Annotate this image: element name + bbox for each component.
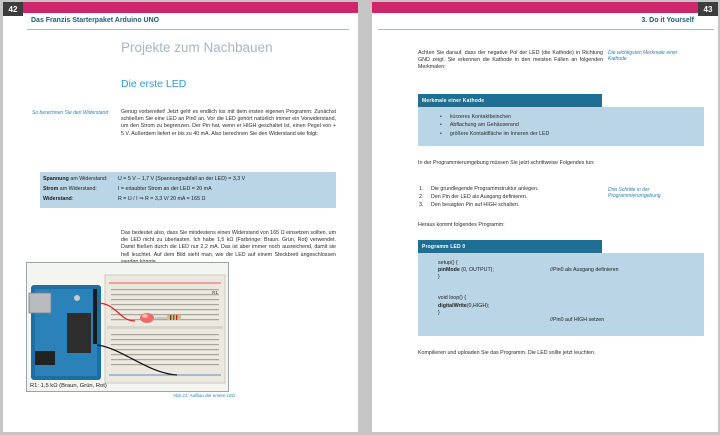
feature-item: • größere Kontaktfläche im Inneren der LED <box>440 130 549 138</box>
page-title: Projekte zum Nachbauen <box>121 40 273 55</box>
step-text: Den Pin der LED als Ausgang definieren. <box>431 194 528 201</box>
code-listing <box>438 260 494 317</box>
step-item <box>419 193 538 201</box>
figure-caption: Abb.21: Aufbau der ersten LED <box>173 393 236 398</box>
formula-label-current: Strom <box>43 186 59 192</box>
code-pinmode-args: (0, OUTPUT); <box>459 267 494 274</box>
feature-item: • kürzeres Kontaktbeinchen <box>440 113 549 121</box>
margin-note-cathode: Die wichtigsten Merkmale einer Kathode <box>608 50 678 63</box>
photo-caption: R1: 1,5 kΩ (Braun, Grün, Rot) <box>30 383 107 389</box>
step-number: 3. <box>419 202 424 209</box>
code-setup-open: setup() { <box>438 260 458 266</box>
formula-box <box>40 172 336 208</box>
formula-row-resistance <box>43 196 205 202</box>
formula-value-current: I = erlaubter Strom an der LED = 20 mA <box>118 186 212 192</box>
formula-suffix-voltage: am Widerstand: <box>68 176 108 182</box>
cathode-feature-list <box>440 113 549 138</box>
left-header-bar <box>3 2 358 13</box>
arduino-breadboard-illustration <box>27 263 229 392</box>
code-comment-1: //Pin0 als Ausgang definieren <box>550 267 619 273</box>
formula-value-voltage: U = 5 V – 1,7 V (Spannungsabfall an der LED) = 3,3 V <box>118 176 246 182</box>
margin-note-resistor: So berechnen Sie den Widerstand <box>32 110 109 116</box>
right-header-bar <box>372 2 718 13</box>
code-box <box>418 253 704 336</box>
formula-label-resistance: Widerstand <box>43 196 72 202</box>
photo-label-r1: R1 <box>212 290 218 295</box>
step-item <box>419 185 538 193</box>
program-intro: Heraus kommt folgendes Programm: <box>418 222 505 228</box>
right-page <box>372 2 718 432</box>
cathode-features-box <box>418 107 704 146</box>
formula-row-voltage <box>43 176 245 182</box>
right-header-rule <box>378 29 714 30</box>
left-page-number: 42 <box>3 2 23 16</box>
feature-item: • Abflachung am Gehäuserand <box>440 121 549 129</box>
formula-row-current <box>43 186 212 192</box>
code-write-func: digitalWrite <box>438 302 467 309</box>
cathode-box-title: Merkmale einer Kathode <box>418 94 602 107</box>
formula-suffix-current: am Widerstand: <box>58 186 97 192</box>
code-close-1: } <box>438 274 440 281</box>
formula-suffix-resistance: : <box>71 196 74 202</box>
right-page-number: 43 <box>698 2 718 16</box>
code-comment-2: //Pin0 auf HIGH setzen <box>550 317 605 323</box>
code-pinmode-func: pinMode <box>438 267 460 274</box>
code-box-title: Programm LED 0 <box>418 240 602 253</box>
right-running-head: 3. Do it Yourself <box>641 17 694 24</box>
step-text: Die grundlegende Programmstruktur anlegen. <box>431 186 539 192</box>
steps-list <box>419 185 538 210</box>
explanation-paragraph: Das bedeutet also, dass Sie mindestens einen Widerstand von 165 Ω einsetzen sollten, um die LED nicht zu überlasten. Ich habe 1,5 kΩ (Farbringe: Braun, Grün, Rot) verwendet. Damit fließen durch die LED nur 2,2 mA. Das ist aber immer noch ausreichend, damit sie hell leuchtet. Auf dem Bild sieht man, wie die LED auf einem Steckbrett angeschlossen <box>121 230 336 258</box>
left-header-rule <box>27 29 349 30</box>
closing-paragraph: Kompilieren und uploaden Sie das Programm. Die LED sollte jetzt leuchten. <box>418 350 596 356</box>
step-number: 1. <box>419 186 424 192</box>
code-write-args: (0,HIGH); <box>466 302 490 309</box>
formula-value-resistance: R = U / I ⇒ R = 3,3 V/ 20 mA = 165 Ω <box>118 196 206 202</box>
code-loop-open: void loop() { <box>438 295 466 302</box>
step-number: 2. <box>419 194 424 201</box>
section-title: Die erste LED <box>121 78 187 90</box>
step-item <box>419 201 538 209</box>
margin-note-steps: Drei Schritte in der Programmierumgebung <box>608 187 661 200</box>
step-text: Den besagten Pin auf HIGH schalten. <box>431 202 520 209</box>
intro-paragraph: Genug vorbereitet! Jetzt geht es endlich los mit dem ersten eigenen Programm: Zunächst schließen Sie eine LED an Pin0 an. Vor die LED gehört natürlich immer ein Vorwiderstand, um den Strom zu begrenzen. Der Pin hat, wenn er HIGH geschaltet ist, einen Pegel von + 5 V. Außerdem liefert er bis zu 40 mA. Also berechnen Sie den Widerstand wie folgt: <box>121 109 336 137</box>
breadboard-photo <box>26 262 229 392</box>
left-page <box>3 2 358 432</box>
formula-label-voltage: Spannung <box>43 176 69 182</box>
code-close-2: } <box>438 309 440 316</box>
cathode-paragraph: Achten Sie darauf, dass der negative Pol der LED (die Kathode) in Richtung GND zeigt. Sie erkennen die Kathode in den meisten Fällen an folgenden Merkmalen: <box>418 50 603 71</box>
steps-intro-paragraph: In der Programmierumgebung müssen Sie jetzt schrittweise Folgendes tun: <box>418 160 595 166</box>
left-running-head: Das Franzis Starterpaket Arduino UNO <box>31 17 160 24</box>
